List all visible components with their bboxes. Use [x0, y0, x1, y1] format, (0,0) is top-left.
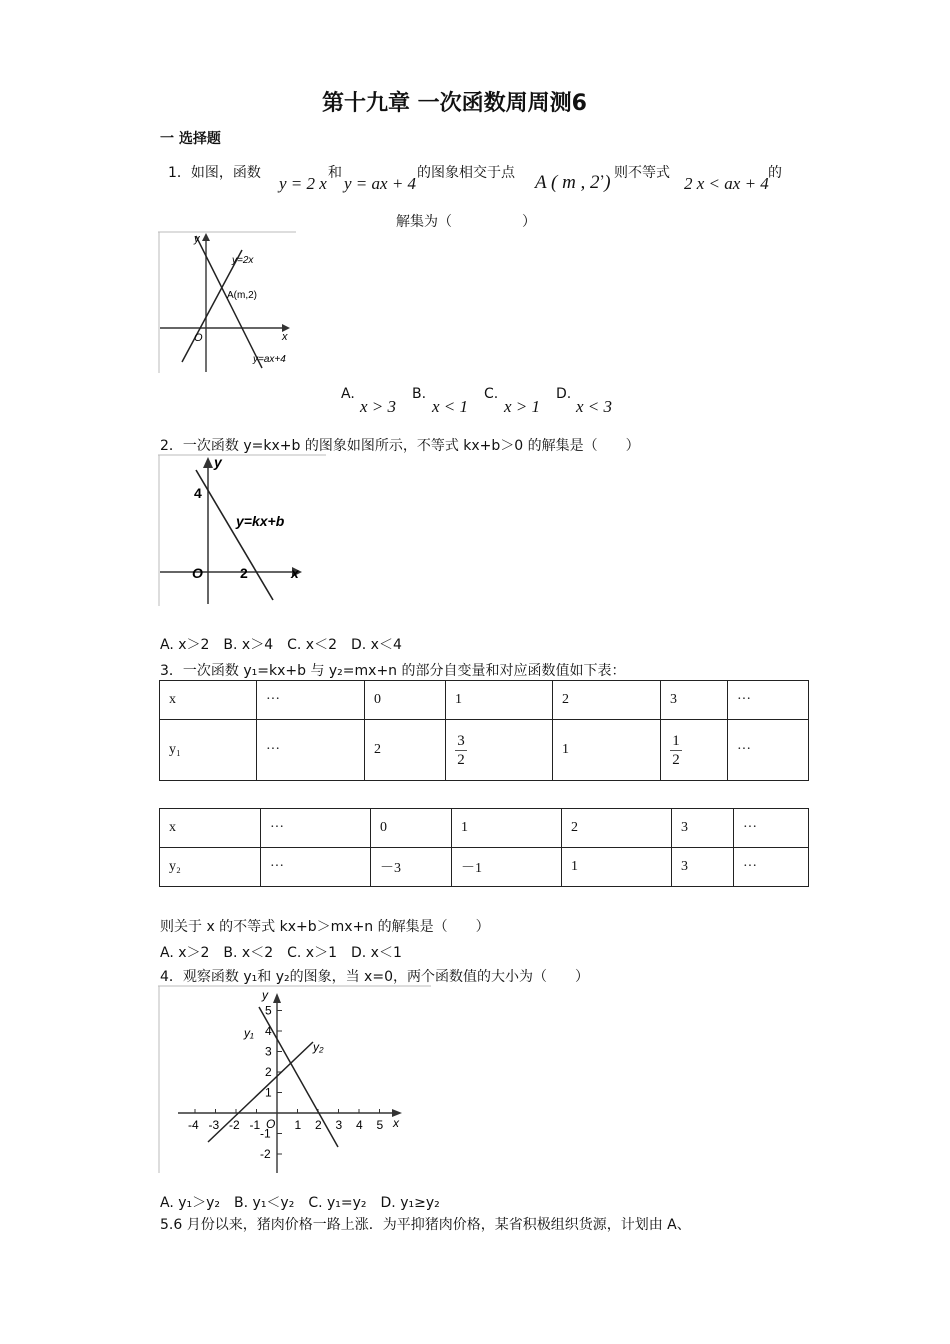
table-cell: 0 — [371, 809, 452, 848]
table-cell: 0 — [365, 681, 446, 720]
fraction-denominator: 2 — [672, 751, 680, 768]
q2-label: y=kx+b — [236, 513, 285, 529]
table-cell: x — [160, 681, 257, 720]
q1-mid: 的图象相交于点 — [417, 165, 515, 181]
table-cell: ··· — [257, 720, 365, 781]
q4-x-tick-label: 5 — [376, 1118, 384, 1132]
q1-and: 和 — [328, 165, 342, 181]
q2-options: A. x＞2 B. x＞4 C. x＜2 D. x＜4 — [160, 637, 402, 653]
q4-x-tick-label: 2 — [315, 1118, 322, 1132]
q4-x-tick-label: -1 — [249, 1118, 261, 1132]
table-cell: 3 — [672, 848, 734, 887]
q4-text: 4．观察函数 y₁和 y₂的图象，当 x=0，两个函数值的大小为（ ） — [160, 969, 589, 985]
q4-x-tick-label: -3 — [208, 1118, 220, 1132]
table-cell: ··· — [728, 681, 809, 720]
table-cell: 3 — [672, 809, 734, 848]
q4-x-tick-label: 3 — [335, 1118, 343, 1132]
fraction-denominator: 2 — [457, 751, 465, 768]
table-cell: 2 — [562, 809, 672, 848]
q3-question: 则关于 x 的不等式 kx+b＞mx+n 的解集是（ ） — [160, 919, 490, 935]
q4-y-tick-label: 1 — [265, 1085, 272, 1100]
q1-function-2: y = ax + 4 — [344, 174, 417, 193]
q4-y-tick-label: 2 — [265, 1065, 272, 1079]
q3-table-y2 — [159, 808, 809, 887]
table-row — [160, 720, 809, 781]
table-cell: 1 — [446, 681, 553, 720]
q1-label-ax4: y=ax+4 — [253, 354, 286, 365]
table-cell: 1 — [562, 848, 672, 887]
fraction-1-2 — [670, 732, 682, 769]
q1-prefix: 1．如图，函数 — [168, 165, 261, 181]
table-cell: 3 — [661, 681, 728, 720]
q4-y-label: y — [262, 988, 268, 1002]
q1-option-d-key: D. — [556, 386, 572, 402]
q4-y-tick-label: 4 — [265, 1024, 272, 1038]
q1-option-d: x < 3 — [576, 397, 613, 416]
q1-de: 的 — [768, 165, 782, 181]
q1-y-label: y — [194, 233, 200, 245]
q1-tail: 解集为（ ） — [396, 214, 536, 230]
q1-point-label: A(m,2) — [227, 290, 257, 301]
q1-inequality: 2 x < ax + 4 — [684, 174, 769, 193]
q4-x-tick-label: -2 — [229, 1118, 240, 1132]
table-cell: 2 — [553, 681, 661, 720]
q1-option-c-key: C. — [484, 386, 499, 402]
q1-mid2: ，则不等式 — [600, 165, 670, 181]
q4-origin: O — [266, 1117, 276, 1131]
q1-label-2x: y=2x — [232, 255, 254, 266]
q2-y-label: y — [214, 454, 222, 470]
page-title: 第十九章 一次函数周周测6 — [322, 91, 587, 116]
table-cell: －1 — [452, 848, 562, 887]
table-cell: ··· — [734, 848, 809, 887]
q1-origin: O — [194, 332, 203, 344]
table-cell: x — [160, 809, 261, 848]
q4-label-y2: y₂ — [313, 1040, 324, 1054]
fraction-numerator: 1 — [672, 732, 680, 749]
table-cell: y₁ — [160, 720, 257, 781]
table-cell — [661, 720, 728, 781]
q1-x-label: x — [282, 331, 288, 343]
q1-graph — [158, 230, 298, 375]
table-cell: ··· — [734, 809, 809, 848]
table-cell: ··· — [728, 720, 809, 781]
q4-y-tick-label: -2 — [260, 1147, 271, 1161]
table-cell: y₂ — [160, 848, 261, 887]
q4-x-label: x — [393, 1116, 399, 1130]
q1-option-a: x > 3 — [360, 397, 397, 416]
q4-x-tick-label: 4 — [356, 1118, 363, 1132]
q2-text: 2．一次函数 y=kx+b 的图象如图所示，不等式 kx+b＞0 的解集是（ ） — [160, 438, 640, 454]
q1-point: A ( m , 2 ) — [535, 172, 611, 193]
q2-x-label: x — [291, 565, 299, 581]
q4-graph — [158, 985, 433, 1175]
table-cell: ··· — [261, 848, 371, 887]
q2-y-tick: 4 — [194, 485, 202, 501]
fraction-numerator: 3 — [457, 732, 465, 749]
q1-option-b-key: B. — [412, 386, 427, 402]
table-cell — [446, 720, 553, 781]
section-heading: 一 选择题 — [160, 131, 221, 147]
q4-y-tick-label: 5 — [265, 1003, 272, 1018]
q2-graph — [158, 454, 328, 609]
table-row — [160, 809, 809, 848]
table-cell: ··· — [257, 681, 365, 720]
q4-label-y1: y₁ — [244, 1026, 254, 1040]
table-cell: 1 — [553, 720, 661, 781]
q3-table-y1 — [159, 680, 809, 781]
q4-x-tick-label: -4 — [188, 1118, 199, 1132]
table-row — [160, 848, 809, 887]
q1-option-c: x > 1 — [504, 397, 541, 416]
table-cell: 1 — [452, 809, 562, 848]
q2-origin: O — [192, 565, 203, 581]
q1-option-b: x < 1 — [432, 397, 469, 416]
q4-x-tick-label: 1 — [294, 1118, 302, 1132]
table-cell: ··· — [261, 809, 371, 848]
table-cell: 2 — [365, 720, 446, 781]
table-row — [160, 681, 809, 720]
q1-option-a-key: A. — [341, 386, 355, 402]
q1-function-1: y = 2 x — [279, 174, 327, 193]
q4-y-tick-label: 3 — [265, 1044, 272, 1059]
q4-options: A. y₁＞y₂ B. y₁＜y₂ C. y₁=y₂ D. y₁≥y₂ — [160, 1195, 440, 1211]
fraction-3-2 — [455, 732, 467, 769]
q2-x-tick: 2 — [240, 565, 248, 581]
q3-text: 3．一次函数 y₁=kx+b 与 y₂=mx+n 的部分自变量和对应函数值如下表： — [160, 663, 626, 679]
q5-text: 5.6 月份以来，猪肉价格一路上涨．为平抑猪肉价格，某省积极组织货源，计划由 A、 — [160, 1217, 691, 1233]
q4-y-tick-label: -1 — [260, 1126, 271, 1141]
table-cell: －3 — [371, 848, 452, 887]
q3-options: A. x＞2 B. x＜2 C. x＞1 D. x＜1 — [160, 945, 402, 961]
